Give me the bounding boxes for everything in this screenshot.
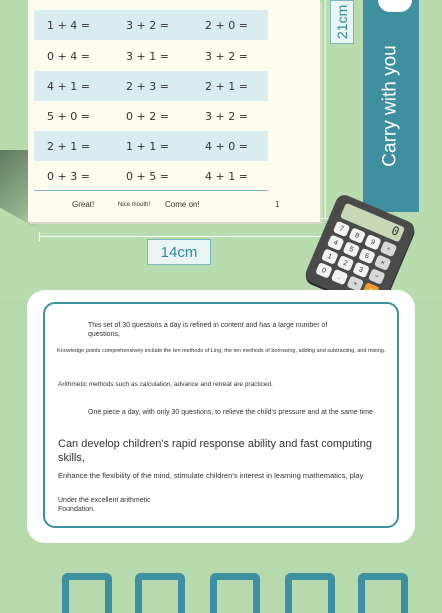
- problem: 0 + 5 =: [126, 169, 169, 183]
- worksheet-row: [34, 41, 268, 71]
- page-number: 1: [275, 200, 280, 209]
- problem: 4 + 0 =: [205, 139, 248, 153]
- footer-nice: Nice mouth!: [118, 202, 151, 208]
- calculator-key: +: [346, 275, 364, 292]
- banner-text: Carry with you: [380, 45, 402, 167]
- title-glyph-fragment: [62, 573, 112, 613]
- problem: 3 + 2 =: [126, 18, 169, 32]
- problem: 2 + 3 =: [126, 79, 169, 93]
- calculator-key: 5: [343, 241, 361, 258]
- calculator-key: .: [331, 269, 349, 286]
- calculator-key: 0: [315, 262, 333, 279]
- description-line-6: Enhance the flexibility of the mind, stimulate children's interest in learning mathematics, play: [58, 471, 364, 480]
- worksheet-row: [34, 10, 268, 40]
- calculator-key: 3: [352, 262, 370, 279]
- problem: 0 + 4 =: [47, 49, 90, 63]
- description-line-3: Arithmetic methods such as calculation, advance and retreat are practiced.: [58, 381, 273, 388]
- problem: 2 + 1 =: [47, 139, 90, 153]
- problem: 0 + 2 =: [126, 109, 169, 123]
- calculator-key: 8: [348, 227, 366, 244]
- worksheet-row: [34, 71, 268, 101]
- calculator-key: ×: [374, 254, 392, 271]
- problem: 3 + 1 =: [126, 49, 169, 63]
- problem: 4 + 1 =: [205, 169, 248, 183]
- width-label: 14cm: [147, 239, 211, 265]
- worksheet-divider: [34, 190, 268, 191]
- problem: 5 + 0 =: [47, 109, 90, 123]
- calculator-display: 0: [340, 203, 405, 243]
- title-glyph-fragment: [285, 573, 335, 613]
- title-glyph-fragment: [358, 573, 408, 613]
- problem: 4 + 1 =: [47, 79, 90, 93]
- description-line-2: Knowledge points comprehensively include the ten methods of Ling, the ten methods of borrowing, adding and subtracting, and mixing.: [57, 348, 386, 354]
- footer-great: Great!: [72, 200, 95, 209]
- calculator-key: −: [368, 268, 386, 285]
- title-glyph-fragment: [210, 573, 260, 613]
- description-line-7: Under the excellent arithmetic Foundation.: [58, 497, 151, 513]
- side-banner-label: [363, 0, 419, 212]
- description-line-1: This set of 30 questions a day is refined in content and has a large number of questions,: [88, 322, 328, 338]
- problem: 2 + 0 =: [205, 18, 248, 32]
- problem: 3 + 2 =: [205, 49, 248, 63]
- title-glyph-fragment: [135, 573, 185, 613]
- problem: 0 + 3 =: [47, 169, 90, 183]
- worksheet-row: [34, 161, 268, 191]
- width-measure-cap-left: [39, 232, 40, 241]
- calculator-key: ÷: [380, 241, 398, 258]
- height-measure-line: [325, 0, 326, 218]
- height-label: 21cm: [330, 0, 354, 44]
- problem: 1 + 4 =: [47, 18, 90, 32]
- width-measure-line: [40, 236, 325, 237]
- worksheet-row: [34, 101, 268, 131]
- calculator-key: 9: [364, 234, 382, 251]
- description-line-5: Can develop children's rapid response ability and fast computing skills,: [58, 438, 372, 464]
- calculator-key: 4: [327, 235, 345, 252]
- worksheet-row: [34, 131, 268, 161]
- description-line-4: One piece a day, with only 30 questions, to relieve the child's pressure and at the same time: [88, 409, 373, 416]
- problem: 3 + 2 =: [205, 109, 248, 123]
- footer-come-on: Come on!: [165, 200, 200, 209]
- calculator-key: 7: [333, 221, 351, 238]
- problem: 1 + 1 =: [126, 139, 169, 153]
- problem: 2 + 1 =: [205, 79, 248, 93]
- calculator-key: 6: [358, 248, 376, 265]
- calculator-key: 2: [337, 255, 355, 272]
- calculator-key: 1: [321, 248, 339, 265]
